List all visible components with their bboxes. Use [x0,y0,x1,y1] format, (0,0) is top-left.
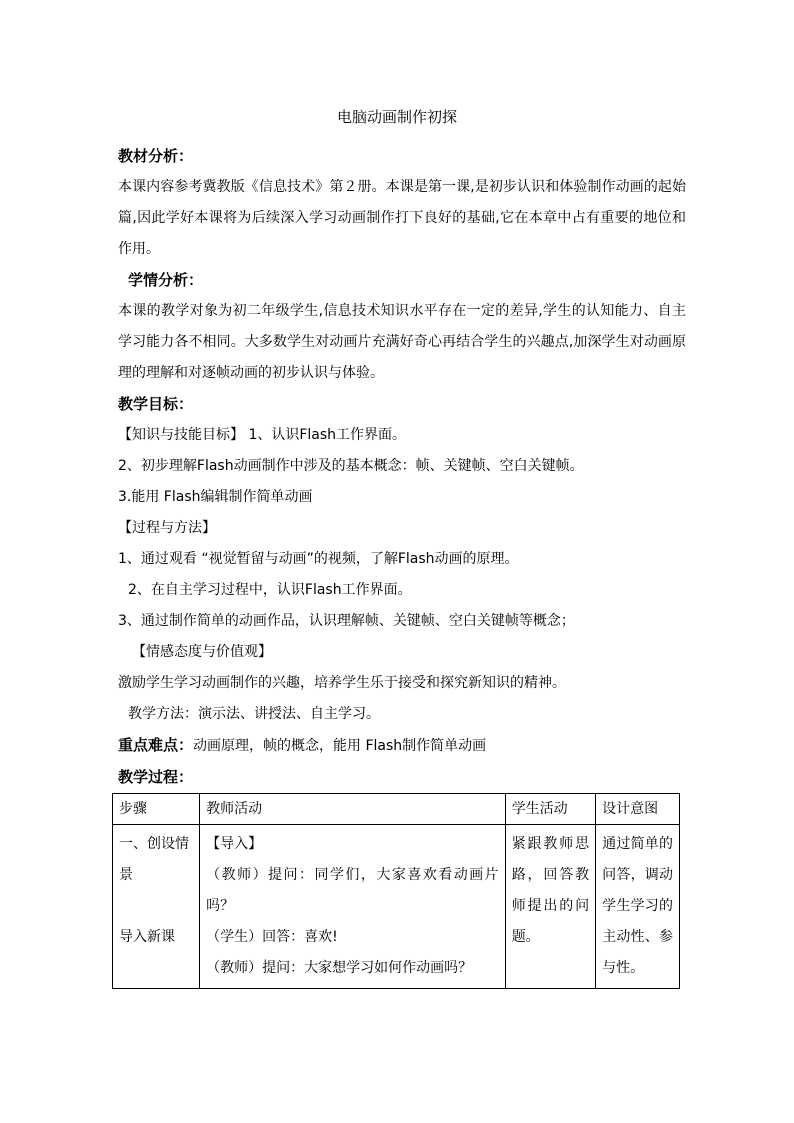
objective-line-3: 3.能用 Flash编辑制作简单动画 [118,489,313,505]
header-teacher-activity: 教师活动 [200,794,506,825]
step-title: 一、创设情景 [119,836,189,883]
document-body [118,141,686,989]
student-analysis-heading: 学情分析： [128,271,204,289]
objective-line-2: 2、初步理解Flash动画制作中涉及的基本概念：帧、关键帧、空白关键帧。 [118,458,584,474]
header-design-intent: 设计意图 [596,794,680,825]
process-method-line-1: 1、通过观看 “视觉暂留与动画”的视频，了解Flash动画的原理。 [118,551,519,567]
process-heading: 教学过程： [118,768,194,786]
process-method-line-3: 3、通过制作简单的动画作品，认识理解帧、关键帧、空白关键帧等概念； [118,613,575,629]
key-points-label: 重点难点： [118,736,194,754]
teacher-line: （学生）回答：喜欢! [206,929,338,945]
attitude-text: 激励学生学习动画制作的兴趣，培养学生乐于接受和探究新知识的精神。 [118,675,566,691]
document-title: 电脑动画制作初探 [336,108,457,126]
cell-design-intent: 通过简单的问答，调动学生学习的主动性、参与性。 [596,825,680,989]
teaching-process-table [112,793,680,989]
student-analysis-text: 本课的教学对象为初二年级学生,信息技术知识水平存在一定的差异,学生的认知能力、自主学习能力各不相同。大多数学生对动画片充满好奇心再结合学生的兴趣点,加深学生对动画原理的理解和对逐帧动画的初步认识与体验。 [118,303,686,381]
key-points-line [118,730,686,762]
teacher-line: （教师）提问：大家想学习如何作动画吗？ [206,960,473,976]
step-subtitle: 导入新课 [119,929,175,945]
key-points-text: 动画原理，帧的概念，能用 Flash制作简单动画 [193,738,487,754]
attitude-heading: 【情感态度与价值观】 [132,644,272,660]
textbook-analysis-heading: 教材分析： [118,147,194,165]
teacher-line: （教师）提问：同学们，大家喜欢看动画片吗？ [206,867,499,914]
table-header-row [113,794,680,825]
process-method-heading: 【过程与方法】 [118,520,216,536]
header-student-activity: 学生活动 [505,794,595,825]
objective-line-1: 【知识与技能目标】 1、认识Flash工作界面。 [118,427,407,443]
textbook-analysis-text: 本课内容参考冀教版《信息技术》第２册。本课是第一课,是初步认识和体验制作动画的起始篇,因此学好本课将为后续深入学习动画制作打下良好的基础,它在本章中占有重要的地位和作用。 [118,179,686,257]
header-step: 步骤 [113,794,200,825]
objectives-heading: 教学目标： [118,395,194,413]
cell-teacher-activity [200,825,506,989]
cell-student-activity: 紧跟教师思路，回答教师提出的问题。 [505,825,595,989]
process-method-line-2: 2、在自主学习过程中，认识Flash工作界面。 [128,582,412,598]
teacher-line: 【导入】 [206,836,263,852]
table-row [113,825,680,989]
teaching-methods: 教学方法：演示法、讲授法、自主学习。 [128,706,380,722]
cell-step [113,825,200,989]
